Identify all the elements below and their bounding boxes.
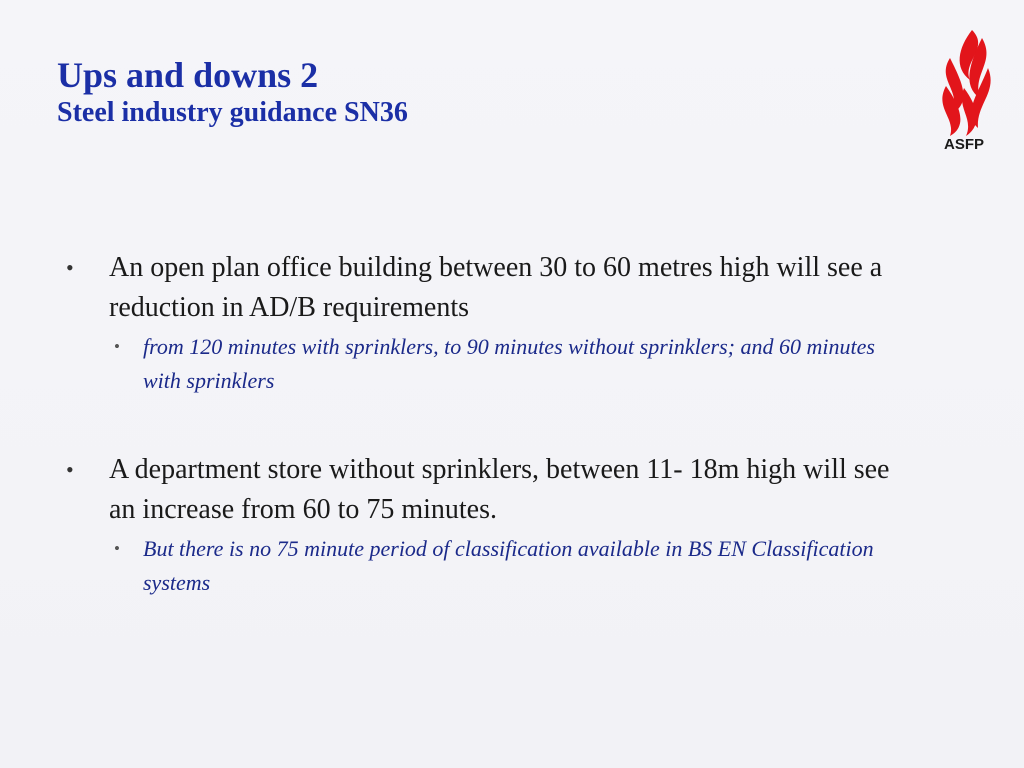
flame-logo-icon [932,28,996,152]
bullet-list [64,248,904,600]
bullet-text: An open plan office building between 30 to 60 metres high will see a reduction in AD/B requirements [109,252,883,323]
spacer [64,398,904,450]
sub-bullet-text: from 120 minutes with sprinklers, to 90 minutes without sprinklers; and 60 minutes with sprinklers [143,334,875,393]
slide-title: Ups and downs 2 [57,55,319,95]
sub-bullet-dot: • [114,337,120,356]
bullet-dot: • [66,457,74,482]
slide-subtitle: Steel industry guidance SN36 [57,97,408,128]
sub-bullet-item [64,532,904,600]
bullet-dot: • [66,255,74,280]
title-block [57,54,877,130]
bullet-text: A department store without sprinklers, between 11- 18m high will see an increase from 60 to 75 minutes. [109,454,890,525]
logo-text: ASFP [943,136,985,152]
asfp-logo [932,28,996,152]
sub-bullet-text: But there is no 75 minute period of classification available in BS EN Classification systems [143,536,874,595]
sub-bullet-dot: • [114,539,120,558]
bullet-item [64,248,904,328]
sub-bullet-item [64,330,904,398]
bullet-item [64,450,904,530]
